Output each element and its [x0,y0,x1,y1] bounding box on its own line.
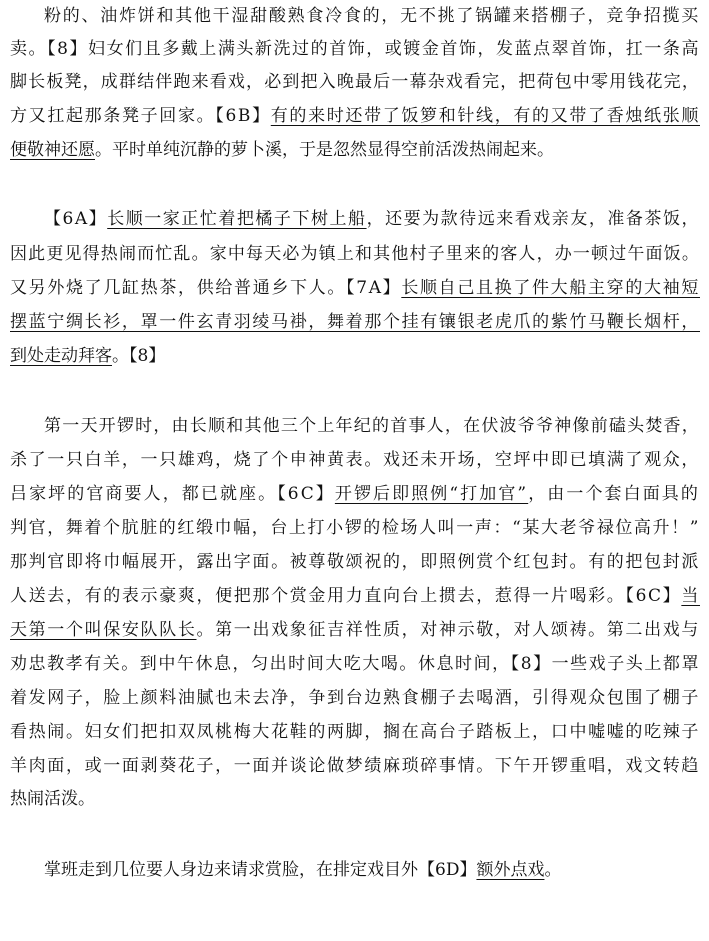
text-line [10,134,700,167]
text-line [10,546,700,579]
text-segment: ，由一个套白面具的 [528,484,700,504]
text-line [10,272,700,305]
text-segment: 人送去，有的表示豪爽，便把那个赏金用力直向台上掼去，惹得一片喝彩。【6C】 [10,586,682,606]
text-segment: 【6A】 [44,209,108,229]
text-line [10,512,700,545]
text-segment: ，还要为款待远来看戏亲友，准备茶饭， [366,209,700,229]
text-line [10,682,700,715]
text-line [10,66,700,99]
text-line [44,854,700,887]
text-line [10,100,700,133]
underlined-text: 长顺一家正忙着把橘子下树上船 [107,209,367,229]
text-segment: 卖。【8】妇女们且多戴上满头新洗过的首饰，或镀金首饰，发蓝点翠首饰，扛一条高 [10,39,700,59]
text-segment: 吕家坪的官商要人，都已就座。【6C】 [10,484,335,504]
text-segment: 又另外烧了几缸热茶，供给普通乡下人。【7A】 [10,278,402,298]
underlined-text: 当 [681,586,700,606]
text-line [10,783,700,816]
underlined-text: 便敬神还愿 [10,140,95,160]
text-segment: 着发网子，脸上颜料油腻也未去净，争到台边熟食棚子去喝酒，引得观众包围了棚子 [10,688,700,708]
text-line [10,648,700,681]
text-segment: 粉的、油炸饼和其他干湿甜酸熟食冷食的，无不挑了锅罐来搭棚子，竞争招揽买 [44,6,700,26]
text-line [44,203,700,236]
underlined-text: 额外点戏 [476,860,545,880]
text-segment: 方又扛起那条凳子回家。【6B】 [10,106,271,126]
text-segment: 掌班走到几位要人身边来请求赏脸，在排定戏目外【6D】 [44,860,477,880]
text-segment: 热闹活泼。 [10,789,95,809]
text-segment: 因此更见得热闹而忙乱。家中每天必为镇上和其他村子里来的客人，办一顿过午面饭。 [10,244,700,264]
text-line [10,306,700,339]
text-line [10,238,700,271]
text-segment: 劝忠教孝有关。到中午休息，匀出时间大吃大喝。休息时间，【8】一些戏子头上都罩 [10,654,700,674]
text-segment: 脚长板凳，成群结伴跑来看戏，必到把入晚最后一幕杂戏看完，把荷包中零用钱花完， [10,72,700,92]
text-segment: 判官，舞着个肮脏的红缎巾幅，台上打小锣的检场人叫一声：“某大老爷禄位高升！” [10,518,700,538]
text-line [10,716,700,749]
underlined-text: 长顺自己且换了件大船主穿的大袖短 [401,278,700,298]
underlined-text: 开锣后即照例“打加官” [334,484,529,504]
text-line [10,478,700,511]
text-segment: 看热闹。妇女们把扣双凤桃梅大花鞋的两脚，搁在高台子踏板上，口中嘘嘘的吃辣子 [10,722,700,742]
text-line [44,410,700,443]
text-segment: 。【8】 [112,346,166,366]
text-line [44,0,700,33]
text-line [10,580,700,613]
text-segment: 第一天开锣时，由长顺和其他三个上年纪的首事人，在伏波爷爷神像前磕头焚香， [44,416,700,436]
text-segment: 。平时单纯沉静的萝卜溪，于是忽然显得空前活泼热闹起来。 [95,140,554,160]
underlined-text: 到处走动拜客 [10,346,112,366]
underlined-text: 摆蓝宁绸长衫，罩一件玄青羽绫马褂，舞着那个挂有镶银老虎爪的紫竹马鞭长烟杆， [10,312,700,332]
text-segment: 杀了一只白羊，一只雄鸡，烧了个申神黄表。戏还未开场，空坪中即已填满了观众， [10,450,700,470]
text-line [10,750,700,783]
underlined-text: 天第一个叫保安队队长 [10,620,197,640]
text-segment: 羊肉面，或一面剥葵花子，一面并谈论做梦绩麻琐碎事情。下午开锣重唱，戏文转趋 [10,756,700,776]
underlined-text: 有的来时还带了饭箩和针线，有的又带了香烛纸张顺 [270,106,700,126]
text-segment: 那判官即将巾幅展开，露出字面。被尊敬颂祝的，即照例赏个红包封。有的把包封派 [10,552,700,572]
text-line [10,444,700,477]
text-line [10,340,700,373]
text-segment: 。第一出戏象征吉祥性质，对神示敬，对人颂祷。第二出戏与 [196,620,700,640]
text-line [10,33,700,66]
text-segment: 。 [544,860,562,880]
text-line [10,614,700,647]
